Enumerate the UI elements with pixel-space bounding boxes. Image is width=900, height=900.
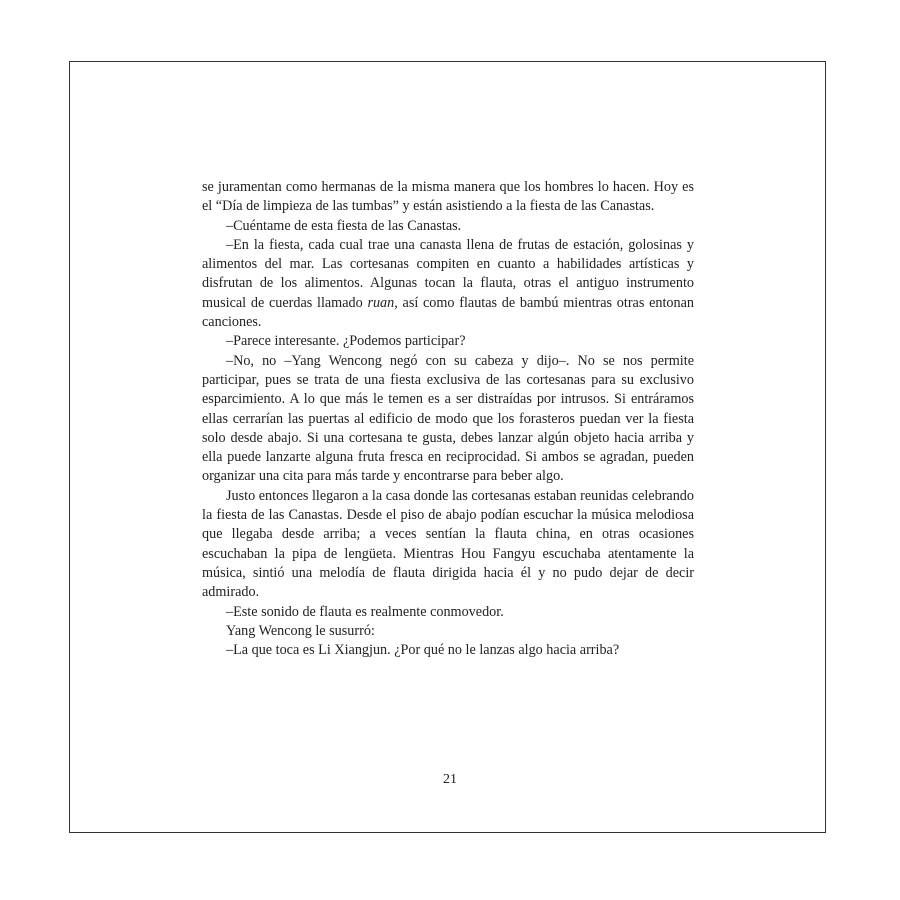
page-number: 21 xyxy=(443,772,457,787)
body-text xyxy=(202,178,694,660)
paragraph: se juramentan como hermanas de la misma manera que los hombres lo hacen. Hoy es el “Día de limpieza de las tumbas” y están asistiendo a la fiesta de las Canastas. xyxy=(202,179,694,215)
paragraph: –Este sonido de flauta es realmente conmovedor. xyxy=(226,603,504,620)
italic-term: ruan xyxy=(367,294,395,311)
paragraph: Yang Wencong le susurró: xyxy=(226,622,375,639)
paragraph: Justo entonces llegaron a la casa donde las cortesanas estaban reunidas celebrando la fiesta de las Canastas. Desde el piso de abajo podían escuchar la música melodiosa que llegaba desde arriba; a veces sentían la flauta china, en otras ocasiones escuchaban la pipa de lengüeta. Mientras Hou Fangyu escuchaba atentamente la música, sintió una melodía de flauta dirigida hacia él y no pudo dejar de decir admirado. xyxy=(202,487,694,601)
paragraph: –En la fiesta, cada cual trae una canasta llena de frutas de estación, golosinas y alimentos del mar. Las cortesanas compiten en cuanto a habilidades artísticas y disfrutan de los alimentos. Algunas tocan la flauta, otras el antiguo instrumento musical de cuerdas llamado ruan, así como flautas de bambú mientras otras entonan canciones. xyxy=(202,236,695,331)
paragraph: –Cuéntame de esta fiesta de las Canastas. xyxy=(226,217,462,234)
paragraph: –No, no –Yang Wencong negó con su cabeza y dijo–. No se nos permite participar, pues se trata de una fiesta exclusiva de las cortesanas para su exclusivo esparcimiento. A lo que más le temen es a ser distraídas por intrusos. Si entráramos ellas cerrarían las puertas al edificio de modo que los forasteros puedan ver la fiesta solo desde abajo. Si una cortesana te gusta, debes lanzar algún objeto hacia arriba y ella puede lanzarte alguna fruta fresca en reciprocidad. Si ambos se agradan, pueden organizar una cita para más tarde y encontrarse para beber algo. xyxy=(202,352,694,485)
paragraph: –Parece interesante. ¿Podemos participar? xyxy=(226,333,466,350)
paragraph: –La que toca es Li Xiangjun. ¿Por qué no le lanzas algo hacia arriba? xyxy=(226,642,620,659)
